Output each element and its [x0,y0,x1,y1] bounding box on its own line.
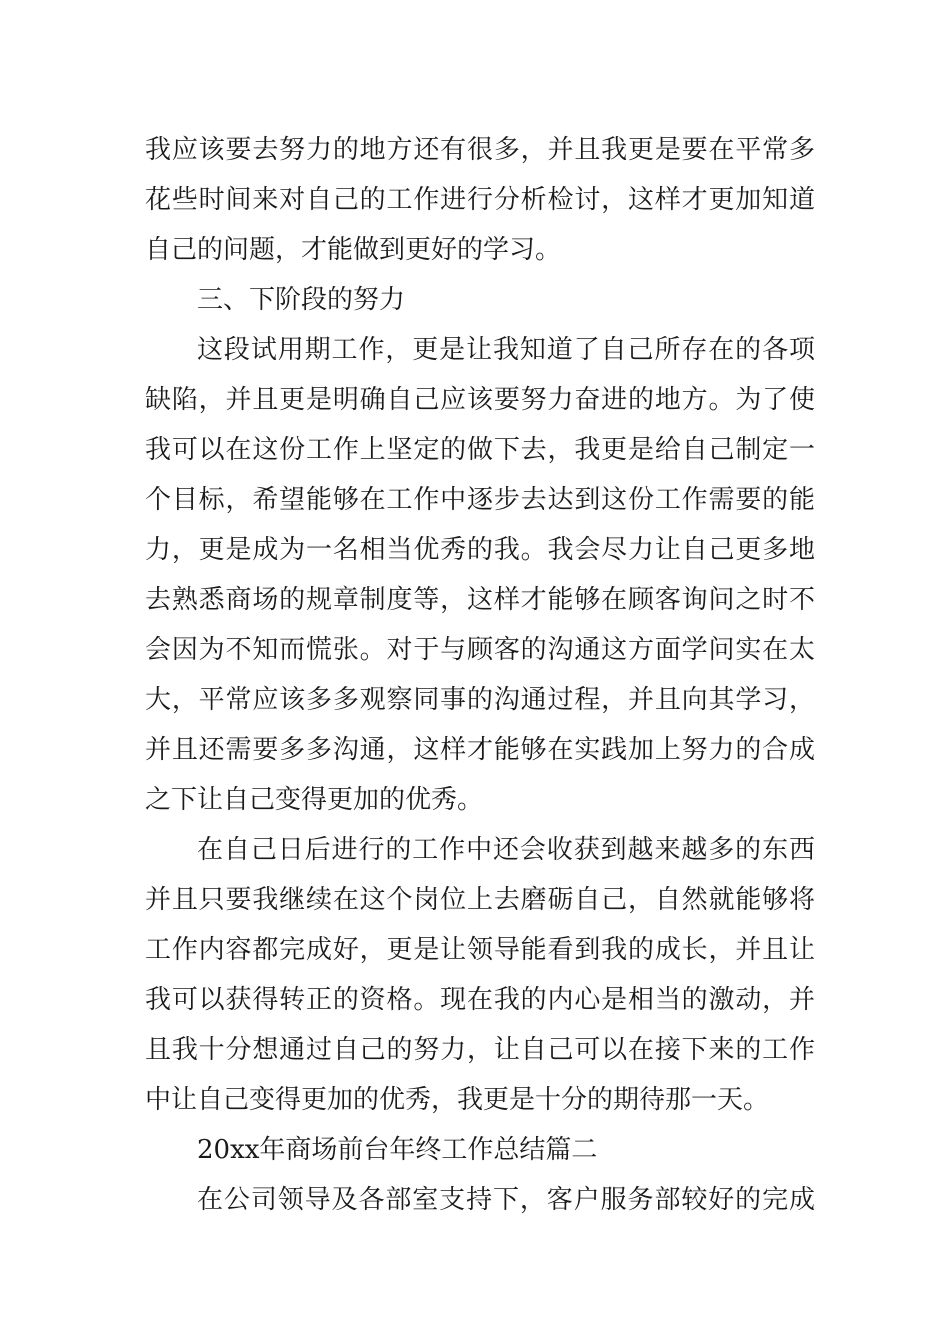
text-line: 工作内容都完成好，更是让领导能看到我的成长，并且让 [145,935,815,965]
text-line: 力，更是成为一名相当优秀的我。我会尽力让自己更多地 [145,535,815,565]
text-line: 在自己日后进行的工作中还会收获到越来越多的东西 [197,835,815,865]
text-line: 并且还需要多多沟通，这样才能够在实践加上努力的合成 [145,735,815,765]
text-line: 缺陷，并且更是明确自己应该要努力奋进的地方。为了使 [145,385,815,415]
text-line: 在公司领导及各部室支持下，客户服务部较好的完成 [197,1185,815,1215]
text-line: 我可以获得转正的资格。现在我的内心是相当的激动，并 [145,985,815,1015]
text-line: 我可以在这份工作上坚定的做下去，我更是给自己制定一 [145,435,815,465]
text-line: 花些时间来对自己的工作进行分析检讨，这样才更加知道 [145,185,815,215]
text-line: 我应该要去努力的地方还有很多，并且我更是要在平常多 [145,135,815,165]
text-line: 去熟悉商场的规章制度等，这样才能够在顾客询问之时不 [145,585,815,615]
text-line: 之下让自己变得更加的优秀。 [145,785,484,815]
text-line: 且我十分想通过自己的努力，让自己可以在接下来的工作 [145,1035,815,1065]
text-line: 并且只要我继续在这个岗位上去磨砺自己，自然就能够将 [145,885,815,915]
section-heading: 20xx年商场前台年终工作总结篇二 [197,1135,598,1165]
text-line: 这段试用期工作，更是让我知道了自己所存在的各项 [197,335,815,365]
text-line: 会因为不知而慌张。对于与顾客的沟通这方面学问实在太 [145,635,815,665]
text-line: 自己的问题，才能做到更好的学习。 [145,235,562,265]
text-line: 大，平常应该多多观察同事的沟通过程，并且向其学习， [145,685,815,715]
text-line: 个目标，希望能够在工作中逐步去达到这份工作需要的能 [145,485,815,515]
section-heading: 三、下阶段的努力 [197,285,406,315]
text-line: 中让自己变得更加的优秀，我更是十分的期待那一天。 [145,1085,770,1115]
